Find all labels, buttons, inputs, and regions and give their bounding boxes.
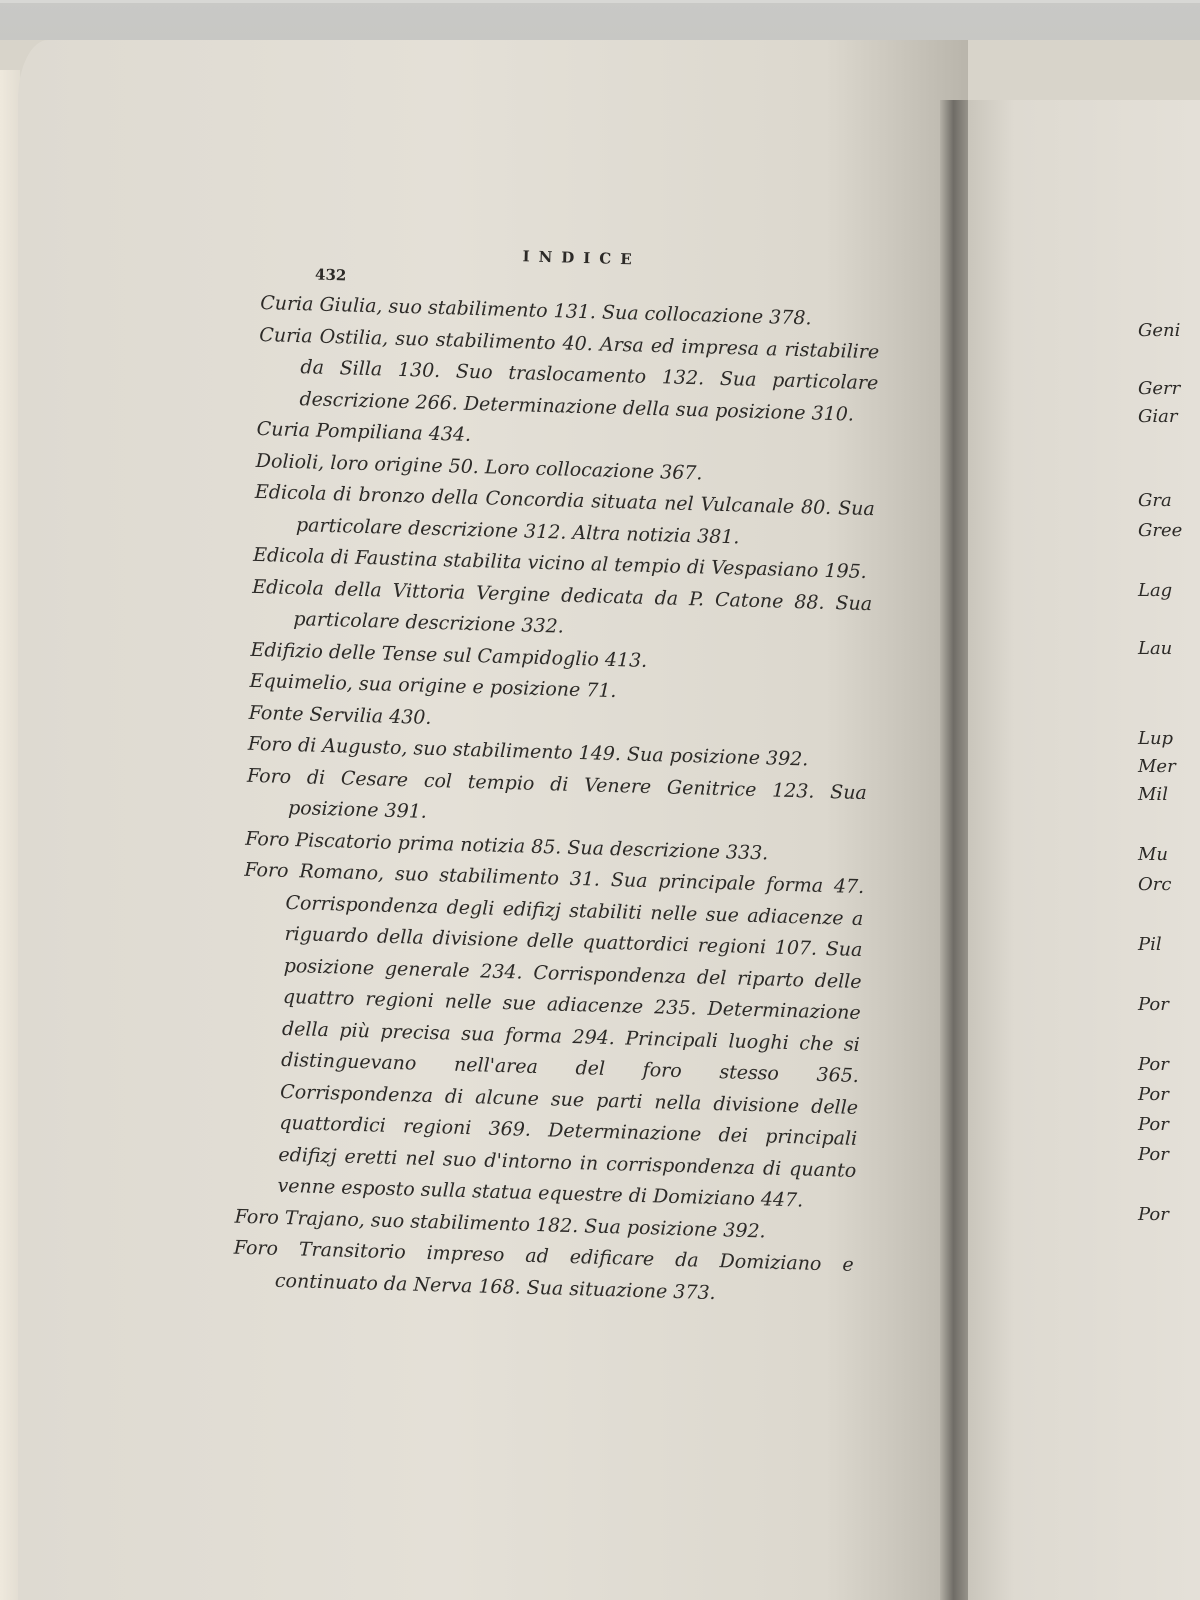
page-header: INDICE [522, 247, 641, 269]
index-entry: Foro Transitorio impreso ad edificare da Domiziano e continuato da Nerva 168. Sua situazione 373. [233, 1236, 854, 1304]
index-entry: Curia Ostilia, suo stabilimento 40. Arsa ed impresa a ristabilire da Silla 130. Suo traslocamento 132. Sua particolare descrizione 266. Determinazione della sua posizione 310. [259, 323, 880, 426]
page-edge [0, 70, 20, 1600]
right-page-word: Pil [1138, 934, 1162, 955]
index-entry: Curia Giulia, suo stabilimento 131. Sua collocazione 378. [259, 291, 812, 330]
index-entry: Equimelio, sua origine e posizione 71. [249, 669, 617, 703]
right-page-text [1138, 40, 1200, 1600]
right-page-word: Giar [1138, 406, 1178, 427]
right-page-word: Por [1138, 1144, 1169, 1165]
right-page-word: Lau [1138, 638, 1173, 659]
right-page-word: Por [1138, 1114, 1169, 1135]
right-page-word: Por [1138, 1204, 1169, 1225]
index-entry: Edicola di Faustina stabilita vicino al tempio di Vespasiano 195. [252, 543, 868, 584]
index-entry: Foro di Augusto, suo stabilimento 149. Sua posizione 392. [247, 732, 809, 771]
index-entry: Foro Trajano, suo stabilimento 182. Sua posizione 392. [234, 1205, 766, 1242]
index-entries [233, 288, 881, 1313]
right-page-word: Mu [1138, 844, 1169, 865]
book-gutter [940, 100, 970, 1600]
page-number: 432 [314, 265, 347, 285]
right-page-word: Gree [1138, 520, 1183, 541]
right-page-word: Orc [1138, 874, 1172, 895]
right-page-word: Por [1138, 1084, 1169, 1105]
index-entry: Dolioli, loro origine 50. Loro collocazione 367. [255, 449, 703, 484]
index-entry: Curia Pompiliana 434. [256, 417, 472, 446]
right-page-word: Por [1138, 1054, 1169, 1075]
right-page-word: Gerr [1138, 378, 1181, 399]
index-entry: Foro Romano, suo stabilimento 31. Sua principale forma 47. Corrispondenza degli edifizj stabiliti nelle sue adiacenze a riguardo della divisione delle quattordici regioni 107. Sua posizione generale 234. Corrispondenza del riparto delle quattro regioni nelle sue adiacenze 235. Determinazione della più precisa sua forma 294. Principali luoghi che si distinguevano nell'area del foro stesso 365. Corrispondenza di alcune sue parti nella divisione delle quattordici regioni 369. Determinazione dei principali edifizj eretti nel suo d'intorno in corrispondenza di quanto venne esposto sulla statua equestre di Domiziano 447. [244, 858, 865, 1212]
right-page-word: Mil [1138, 784, 1168, 805]
index-text-block [233, 240, 882, 1313]
right-page-word: Gra [1138, 490, 1172, 511]
index-entry: Fonte Servilia 430. [248, 701, 432, 729]
index-entry: Edicola di bronzo della Concordia situata nel Vulcanale 80. Sua particolare descrizione 312. Altra notizia 381. [254, 480, 876, 548]
right-page-word: Lup [1138, 728, 1174, 749]
index-entry: Foro di Cesare col tempio di Venere Genitrice 123. Sua posizione 391. [246, 764, 868, 823]
index-entry: Edicola della Vittoria Vergine dedicata da P. Catone 88. Sua particolare descrizione 332. [252, 575, 873, 638]
right-page-word: Por [1138, 994, 1169, 1015]
index-entry: Edifizio delle Tense sul Campidoglio 413. [250, 638, 648, 672]
right-page-word: Mer [1138, 756, 1176, 777]
right-page-word: Lag [1138, 580, 1173, 601]
floor-tile-seam [0, 0, 1200, 3]
right-page-word: Geni [1138, 320, 1181, 341]
index-entry: Foro Piscatorio prima notizia 85. Sua descrizione 333. [244, 827, 769, 864]
